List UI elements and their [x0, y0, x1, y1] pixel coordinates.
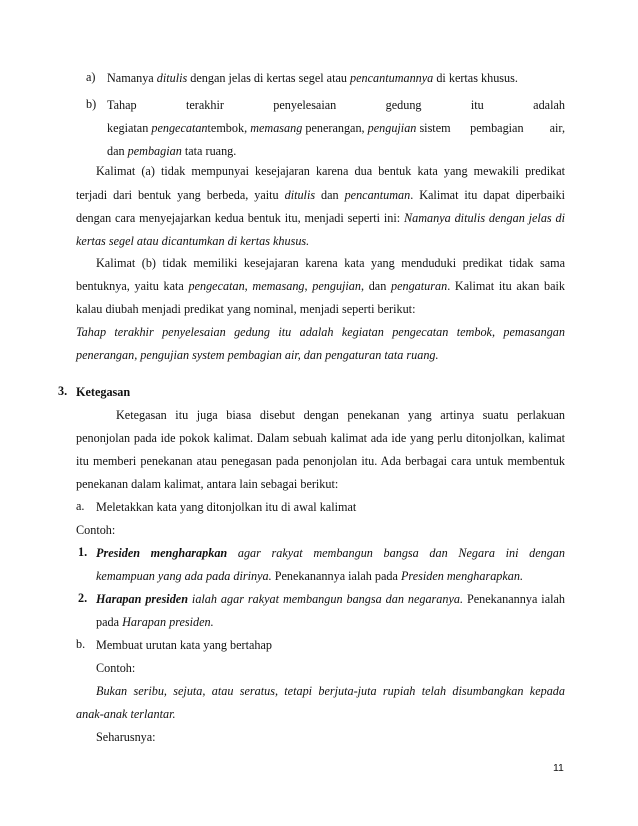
section3-p1-line2: penonjolan pada ide pokok kalimat. Dalam sebuah kalimat ada ide yang perlu ditonjolkan, kalimat — [76, 431, 565, 445]
section3-item-a-text: Meletakkan kata yang ditonjolkan itu di awal kalimat — [96, 500, 357, 514]
example-number-2: 2. — [78, 591, 88, 605]
section3-p1-line4: penekanan dalam kalimat, antara lain sebagai berikut: — [76, 477, 339, 491]
para2-line3: kalau diubah menjadi predikat yang nominal, menjadi seperti berikut: — [76, 302, 416, 316]
list-item-a-text: Namanya ditulis dengan jelas di kertas segel atau pencantumannya di kertas khusus. — [107, 71, 518, 85]
page-number: 11 — [553, 762, 564, 774]
list-marker-a-section3: a. — [76, 499, 85, 513]
example-3-line1: Bukan seribu, sejuta, atau seratus, tetapi berjuta-juta rupiah telah disumbangkan kepada — [96, 684, 565, 698]
section-title: Ketegasan — [76, 385, 131, 399]
para1-line4: kertas segel atau dicantumkan di kertas khusus. — [76, 234, 310, 248]
list-item-b-line3: dan pembagian tata ruang. — [107, 144, 237, 158]
seharusnya-label: Seharusnya: — [96, 730, 156, 744]
section3-item-b-text: Membuat urutan kata yang bertahap — [96, 638, 272, 652]
list-marker-b-section3: b. — [76, 637, 86, 651]
example-1-line1: Presiden mengharapkan agar rakyat membangun bangsa dan Negara ini dengan — [96, 546, 565, 560]
contoh-label-1: Contoh: — [76, 523, 116, 537]
list-item-b-line1: Tahap terakhir penyelesaian gedung itu adalah — [107, 98, 565, 112]
contoh-label-2: Contoh: — [96, 661, 136, 675]
para2-line5: penerangan, pengujian system pembagian air, dan pengaturan tata ruang. — [76, 348, 439, 362]
example-3-line2: anak-anak terlantar. — [76, 707, 176, 721]
para2-line1: Kalimat (b) tidak memiliki kesejajaran karena kata yang menduduki predikat tidak sama — [96, 256, 565, 270]
section3-p1-line1: Ketegasan itu juga biasa disebut dengan penekanan yang artinya suatu perlakuan — [116, 408, 565, 422]
list-marker-b: b) — [86, 97, 97, 111]
example-1-line2: kemampuan yang ada pada dirinya. Penekanannya ialah pada Presiden mengharapkan. — [96, 569, 524, 583]
list-item-b-line2: kegiatan pengecatantembok, memasang penerangan, pengujian sistem pembagian air, — [107, 121, 565, 135]
section3-p1-line3: itu memberi penekanan atau penegasan pada penonjolan itu. Ada berbagai cara untuk membentuk — [76, 454, 565, 468]
para2-line2: bentuknya, yaitu kata pengecatan, memasang, pengujian, dan pengaturan. Kalimat itu akan baik — [76, 279, 566, 293]
para1-line1: Kalimat (a) tidak mempunyai kesejajaran karena dua bentuk kata yang mewakili predikat — [96, 164, 565, 178]
example-2-line2: pada Harapan presiden. — [96, 615, 214, 629]
list-marker-a: a) — [86, 70, 96, 84]
para2-line4: Tahap terakhir penyelesaian gedung itu adalah kegiatan pengecatan tembok, pemasangan — [76, 325, 565, 339]
section-number: 3. — [58, 384, 68, 398]
example-number-1: 1. — [78, 545, 88, 559]
para1-line2: terjadi dari bentuk yang berbeda, yaitu ditulis dan pencantuman. Kalimat itu dapat diperbaiki — [76, 188, 565, 202]
para1-line3: dengan cara menyejajarkan kedua bentuk itu, menjadi seperti ini: Namanya ditulis dengan jelas di — [76, 211, 565, 225]
example-2-line1: Harapan presiden ialah agar rakyat membangun bangsa dan negaranya. Penekanannya ialah — [96, 592, 565, 606]
